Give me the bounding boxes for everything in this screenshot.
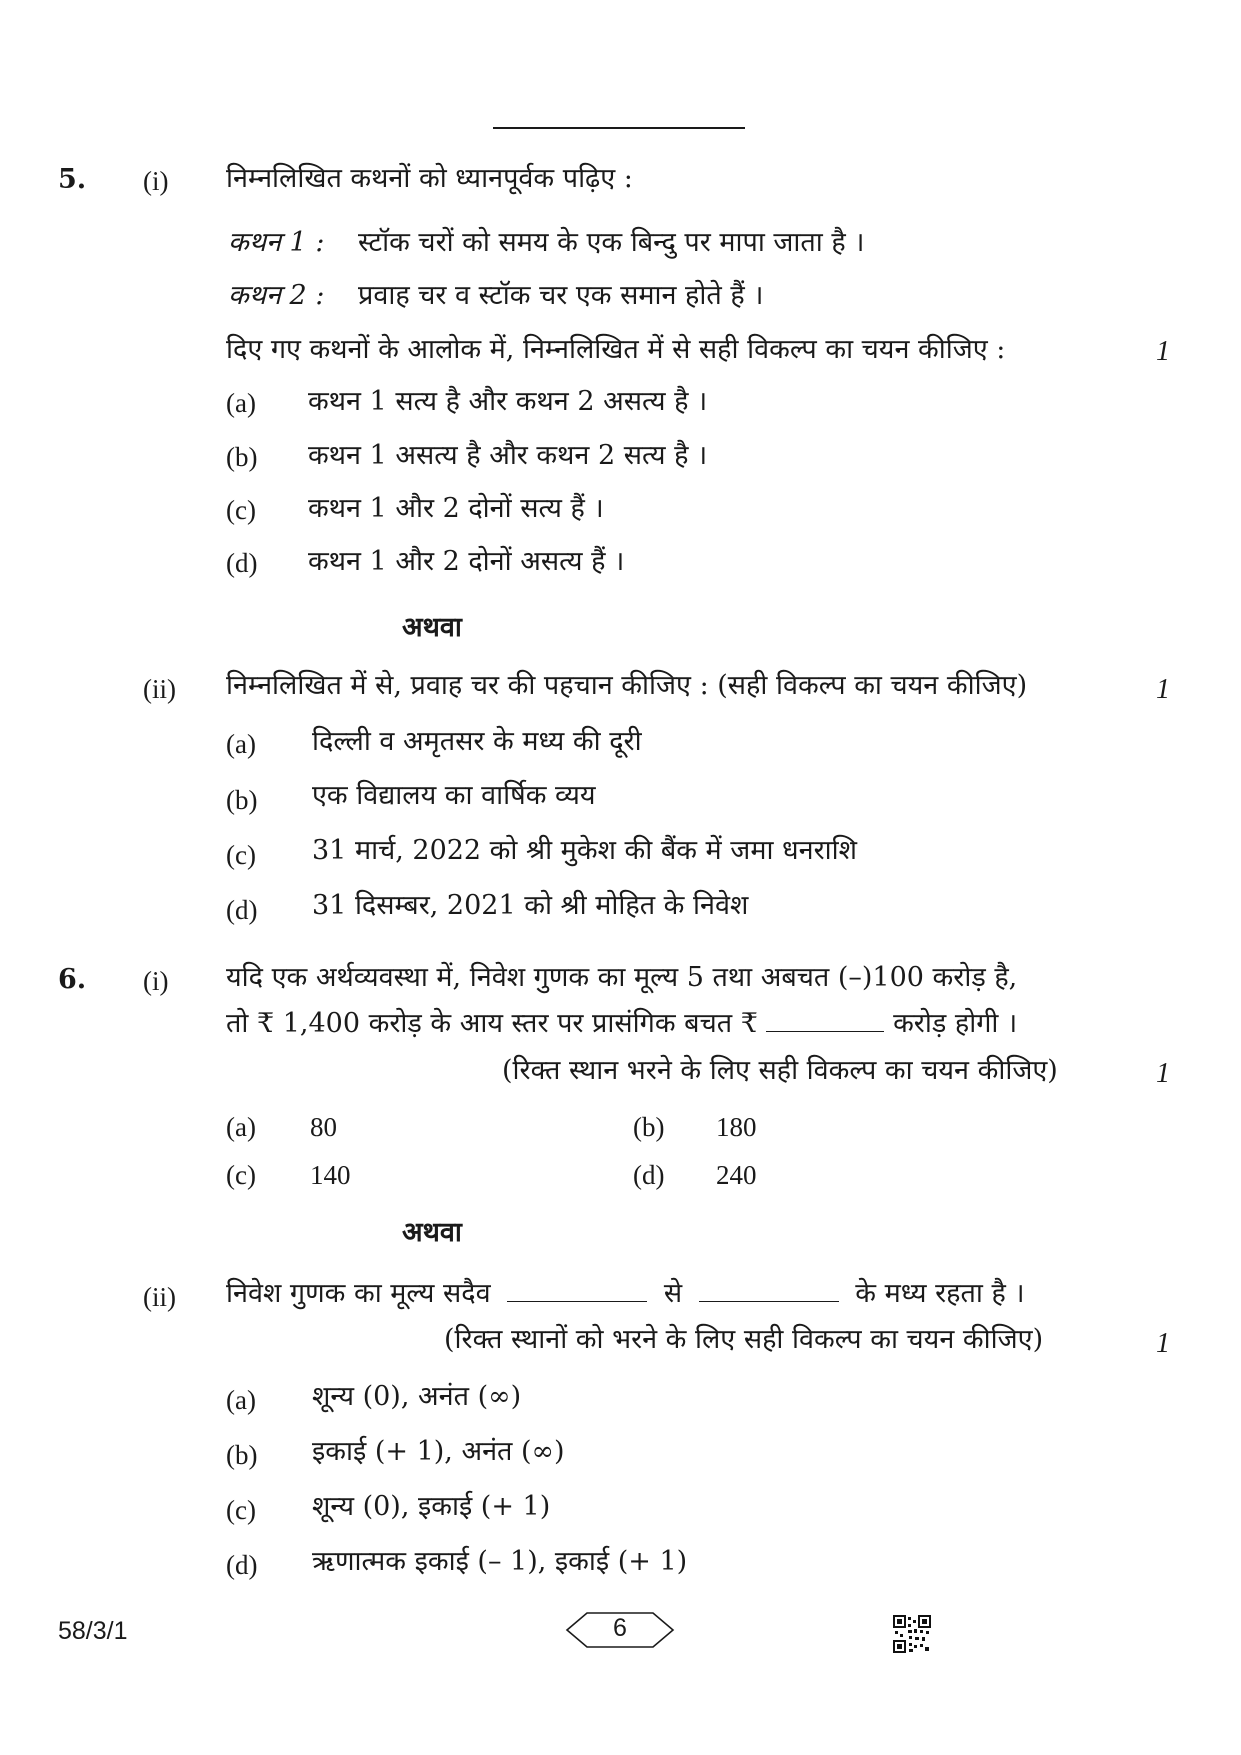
statement1-label: कथन 1 : [228, 227, 325, 258]
q5-i-option-c-label: (c) [226, 495, 256, 525]
q6-part-ii-label: (ii) [143, 1282, 176, 1312]
qr-code-icon [893, 1615, 931, 1653]
q5-ii-option-d-text: 31 दिसम्बर, 2021 को श्री मोहित के निवेश [312, 890, 749, 921]
q6-ii-option-c-text: शून्य (0), इकाई (+ 1) [312, 1491, 551, 1522]
q5-ii-option-a-text: दिल्ली व अमृतसर के मध्य की दूरी [312, 726, 642, 757]
q5-i-option-c-text: कथन 1 और 2 दोनों सत्य हैं । [308, 493, 604, 524]
q6-ii-line1 [226, 1278, 1025, 1310]
q6-ii-option-d-label: (d) [226, 1550, 258, 1580]
q5-i-marks: 1 [1156, 336, 1170, 367]
q6-ii-option-d-text: ऋणात्मक इकाई (– 1), इकाई (+ 1) [312, 1546, 688, 1577]
q6-ii-option-b-label: (b) [226, 1440, 258, 1470]
question-number-6: 6. [58, 964, 87, 995]
q5-i-option-a-label: (a) [226, 388, 256, 418]
q5-i-option-d-text: कथन 1 और 2 दोनों असत्य हैं । [308, 546, 625, 577]
q5-ii-marks: 1 [1156, 674, 1170, 705]
q6-i-option-a-label: (a) [226, 1112, 256, 1142]
q6-ii-option-b-text: इकाई (+ 1), अनंत (∞) [312, 1436, 565, 1467]
statement2-label: कथन 2 : [228, 280, 325, 311]
page-number-badge [565, 1610, 675, 1650]
q5-part-ii-label: (ii) [143, 674, 176, 704]
q6-i-option-d-text: 240 [716, 1160, 757, 1190]
paper-code: 58/3/1 [58, 1617, 128, 1645]
statement1-text: स्टॉक चरों को समय के एक बिन्दु पर मापा जाता है । [358, 227, 865, 258]
q5-ii-option-a-label: (a) [226, 729, 256, 759]
q6-i-option-b-label: (b) [633, 1112, 665, 1142]
q5-i-option-d-label: (d) [226, 548, 258, 578]
q6-i-line2-before: तो ₹ 1,400 करोड़ के आय स्तर पर प्रासंगिक बचत ₹ [226, 1008, 758, 1039]
q6-ii-line2: (रिक्त स्थानों को भरने के लिए सही विकल्प का चयन कीजिए) [444, 1324, 1044, 1355]
page-number: 6 [613, 1614, 627, 1642]
q6-i-option-a-text: 80 [310, 1112, 337, 1142]
q5-part-i-label: (i) [143, 166, 169, 196]
q6-i-marks: 1 [1156, 1058, 1170, 1089]
q5-question: दिए गए कथनों के आलोक में, निम्नलिखित में से सही विकल्प का चयन कीजिए : [226, 334, 1006, 365]
q6-i-line2-after: करोड़ होगी । [893, 1008, 1018, 1039]
q5-ii-option-b-text: एक विद्यालय का वार्षिक व्यय [312, 780, 596, 811]
q5-ii-question: निम्नलिखित में से, प्रवाह चर की पहचान कीजिए : (सही विकल्प का चयन कीजिए) [226, 670, 1028, 701]
q6-i-line1: यदि एक अर्थव्यवस्था में, निवेश गुणक का मूल्य 5 तथा अबचत (–)100 करोड़ है, [226, 962, 1018, 993]
q6-i-line3: (रिक्त स्थान भरने के लिए सही विकल्प का चयन कीजिए) [502, 1055, 1058, 1086]
q5-i-option-b-text: कथन 1 असत्य है और कथन 2 सत्य है । [308, 440, 708, 471]
q5-i-option-a-text: कथन 1 सत्य है और कथन 2 असत्य है । [308, 386, 708, 417]
q6-i-option-c-text: 140 [310, 1160, 351, 1190]
q5-ii-option-c-label: (c) [226, 840, 256, 870]
q6-ii-option-a-text: शून्य (0), अनंत (∞) [312, 1381, 522, 1412]
q5-i-option-b-label: (b) [226, 442, 258, 472]
q6-i-option-d-label: (d) [633, 1160, 665, 1190]
q5-instruction: निम्नलिखित कथनों को ध्यानपूर्वक पढ़िए : [226, 163, 633, 194]
q6-i-line2 [226, 1008, 1017, 1040]
q5-ii-option-c-text: 31 मार्च, 2022 को श्री मुकेश की बैंक में जमा धनराशि [312, 835, 858, 866]
fill-blank [766, 1009, 884, 1032]
q6-i-option-c-label: (c) [226, 1160, 256, 1190]
q6-ii-line1-c: के मध्य रहता है । [855, 1278, 1025, 1309]
q6-ii-option-a-label: (a) [226, 1385, 256, 1415]
q6-ii-option-c-label: (c) [226, 1495, 256, 1525]
q6-ii-marks: 1 [1156, 1328, 1170, 1359]
q6-ii-line1-a: निवेश गुणक का मूल्य सदैव [226, 1278, 491, 1309]
q6-or-label: अथवा [402, 1217, 462, 1248]
q6-ii-line1-b: से [663, 1278, 683, 1309]
q5-ii-option-b-label: (b) [226, 785, 258, 815]
q6-i-option-b-text: 180 [716, 1112, 757, 1142]
statement2-text: प्रवाह चर व स्टॉक चर एक समान होते हैं । [358, 280, 764, 311]
q5-ii-option-d-label: (d) [226, 895, 258, 925]
fill-blank [699, 1279, 839, 1302]
fill-blank [507, 1279, 647, 1302]
top-rule [493, 127, 745, 129]
question-number-5: 5. [58, 164, 87, 195]
q5-or-label: अथवा [402, 612, 462, 643]
q6-part-i-label: (i) [143, 966, 169, 996]
